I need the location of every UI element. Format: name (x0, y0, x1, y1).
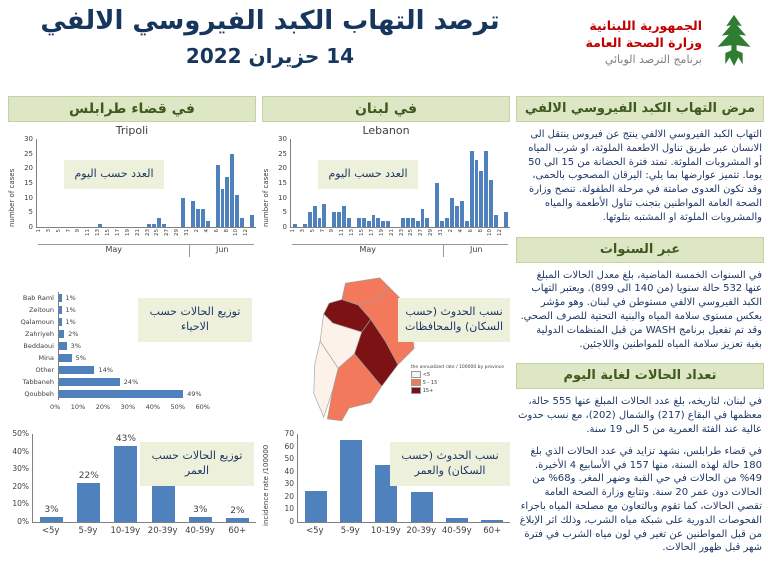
logo-line-republic: الجمهورية اللبنانية (589, 17, 702, 33)
age-distribution-chart (8, 429, 256, 572)
ministry-logo (586, 12, 760, 72)
paragraph: التهاب الكبد الفيروسي الالفي ينتج عن فيروس ينتقل الى الانسان عبر طريق تناول الاطعمة الملوثة، او شرب المياه أو المشروبات الملوثة. تمتد فترة الحضانة من 15 الى 50 يوما. تتميز عوارضها بما يلي: اليرقان المصحوب بالحمى، وقد تكون العدوى صامتة في مرحلة الطفولة. تنصح وزارة الصحة العامة المواطنين بتجنب تناول الأطعمة والمياه والمشروبات الملوثة او المشتبه بتلوثها. (528, 129, 762, 223)
lebanon-epicurve-chart (262, 124, 510, 276)
panel-over-years-header: عبر السنوات (516, 237, 764, 263)
incidence-by-age-plot: incidence rate /100000 0 10 20 30 40 50 60 70 <5y 5-9y 10-19y 20-39y 40-59y 60+ (262, 434, 510, 536)
ministry-logo-text (586, 18, 702, 67)
paragraph: في لبنان، لتاريخه، بلغ عدد الحالات المبلغ عنها 555 حالة، معظمها في البقاع (217) والشمال (202)، مع نسب حدوث عالية عند الفئة العمرية من 5 الى 19 سنة. (518, 396, 762, 435)
cases-by-age-note: توزيع الحالات حسب العمر (140, 442, 254, 486)
neighborhood-distribution-chart (8, 286, 256, 424)
panel-case-count-header: تعداد الحالات لغاية اليوم (516, 363, 764, 389)
page-title: ترصد التهاب الكبد الفيروسي الالفي (40, 6, 500, 36)
tripoli-epicurve-chart (8, 124, 256, 276)
incidence-by-age-chart (262, 429, 510, 572)
cedar-tree-icon (708, 12, 760, 72)
cases-by-neighborhood-note: توزيع الحالات حسب الاحياء (138, 298, 252, 342)
logo-line-ministry: وزارة الصحة العامة (585, 34, 702, 50)
info-panels-column (516, 96, 764, 567)
tripoli-column-header: في قضاء طرابلس (8, 96, 256, 122)
chart-title: Lebanon (362, 124, 410, 137)
logo-line-program: برنامج الترصد الوبائي (604, 53, 702, 67)
incidence-map (262, 276, 510, 428)
cases-per-day-note: العدد حسب اليوم (318, 160, 418, 189)
cases-per-day-note: العدد حسب اليوم (64, 160, 164, 189)
map-legend: the annualized rate / 100000 by province <5 5 - 15 15+ (410, 365, 504, 394)
title-block (30, 6, 510, 68)
incidence-by-age-note: نسب الحدوث (حسب السكان) والعمر (390, 442, 510, 486)
panel-case-count-body (516, 389, 764, 567)
chart-title: Tripoli (115, 124, 149, 137)
lebanon-epicurve-plot: number of cases 0 5 10 15 20 25 30 1 3 5 7 9 11 13 15 17 19 21 23 25 27 29 31 2 4 6 8 10 12 May Jun (262, 139, 510, 257)
age-distribution-plot: 0% 10% 20% 30% 40% 50% 3% 22% 43% 3% 2% <5y 5-9y 10-19y 20-39y 40-59y 60+ (8, 434, 256, 536)
panel-disease-body (516, 122, 764, 237)
report-date: 14 حزيران 2022 (185, 44, 355, 68)
incidence-by-province-note: نسب الحدوث (حسب السكان) والمحافظات (398, 298, 510, 342)
panel-disease-header: مرض التهاب الكبد الفيروسي الالفي (516, 96, 764, 122)
panel-over-years-body (516, 263, 764, 364)
lebanon-column-header: في لبنان (262, 96, 510, 122)
tripoli-epicurve-plot: number of cases 0 5 10 15 20 25 30 1 3 5 7 9 11 13 15 17 19 21 23 25 27 29 31 2 4 6 8 10 12 May Jun (8, 139, 256, 257)
paragraph: في قضاء طرابلس، نشهد تزايد في عدد الحالات الذي بلغ 180 حالة لهذه السنة، منها 157 في الأسابيع 4 الأخيرة. 49% من الحالات في حي القبة وضهر المغر. و68% من الحالات دون عمر 20 سنة. وتتابع وزارة الصحة العامة تقصي الحالات، كما تقوم وبالتعاون مع مصلحة المياه باجراء الفحوصات الدورية على شبكة مياه الشرب، وذلك اثر الإبلاغ من قبل المواطنين عن تغير في لون مياه الشرب في فترة شهر قبل ظهور الحالات. (519, 445, 762, 554)
paragraph: في السنوات الخمسة الماضية، بلغ معدل الحالات المبلغ عنها 532 حالة سنويا (من 140 الى 899). ويعتبر التهاب الكبد الفيروسي الالفي مستوطن في لبنان. وهو مؤشر يعكس مستوى سلامة المياه والبنية التحتية للصرف الصحي. وقد تم تفعيل برنامج WASH من قبل المنظمات الدولية بغية تعزيز سلامة المياه للمواطنين واللاجئين. (520, 269, 762, 350)
neighborhood-distribution-plot: Bab Raml 1% Zeitoun 1% Qalamoun 1% Zahriyeh 2% Beddaoui 3% Mina 5% Other 14% Tabbaneh 24% Qoubbeh 49% 0% 10% 20% 30% 40% 50% 60% (20, 294, 210, 411)
